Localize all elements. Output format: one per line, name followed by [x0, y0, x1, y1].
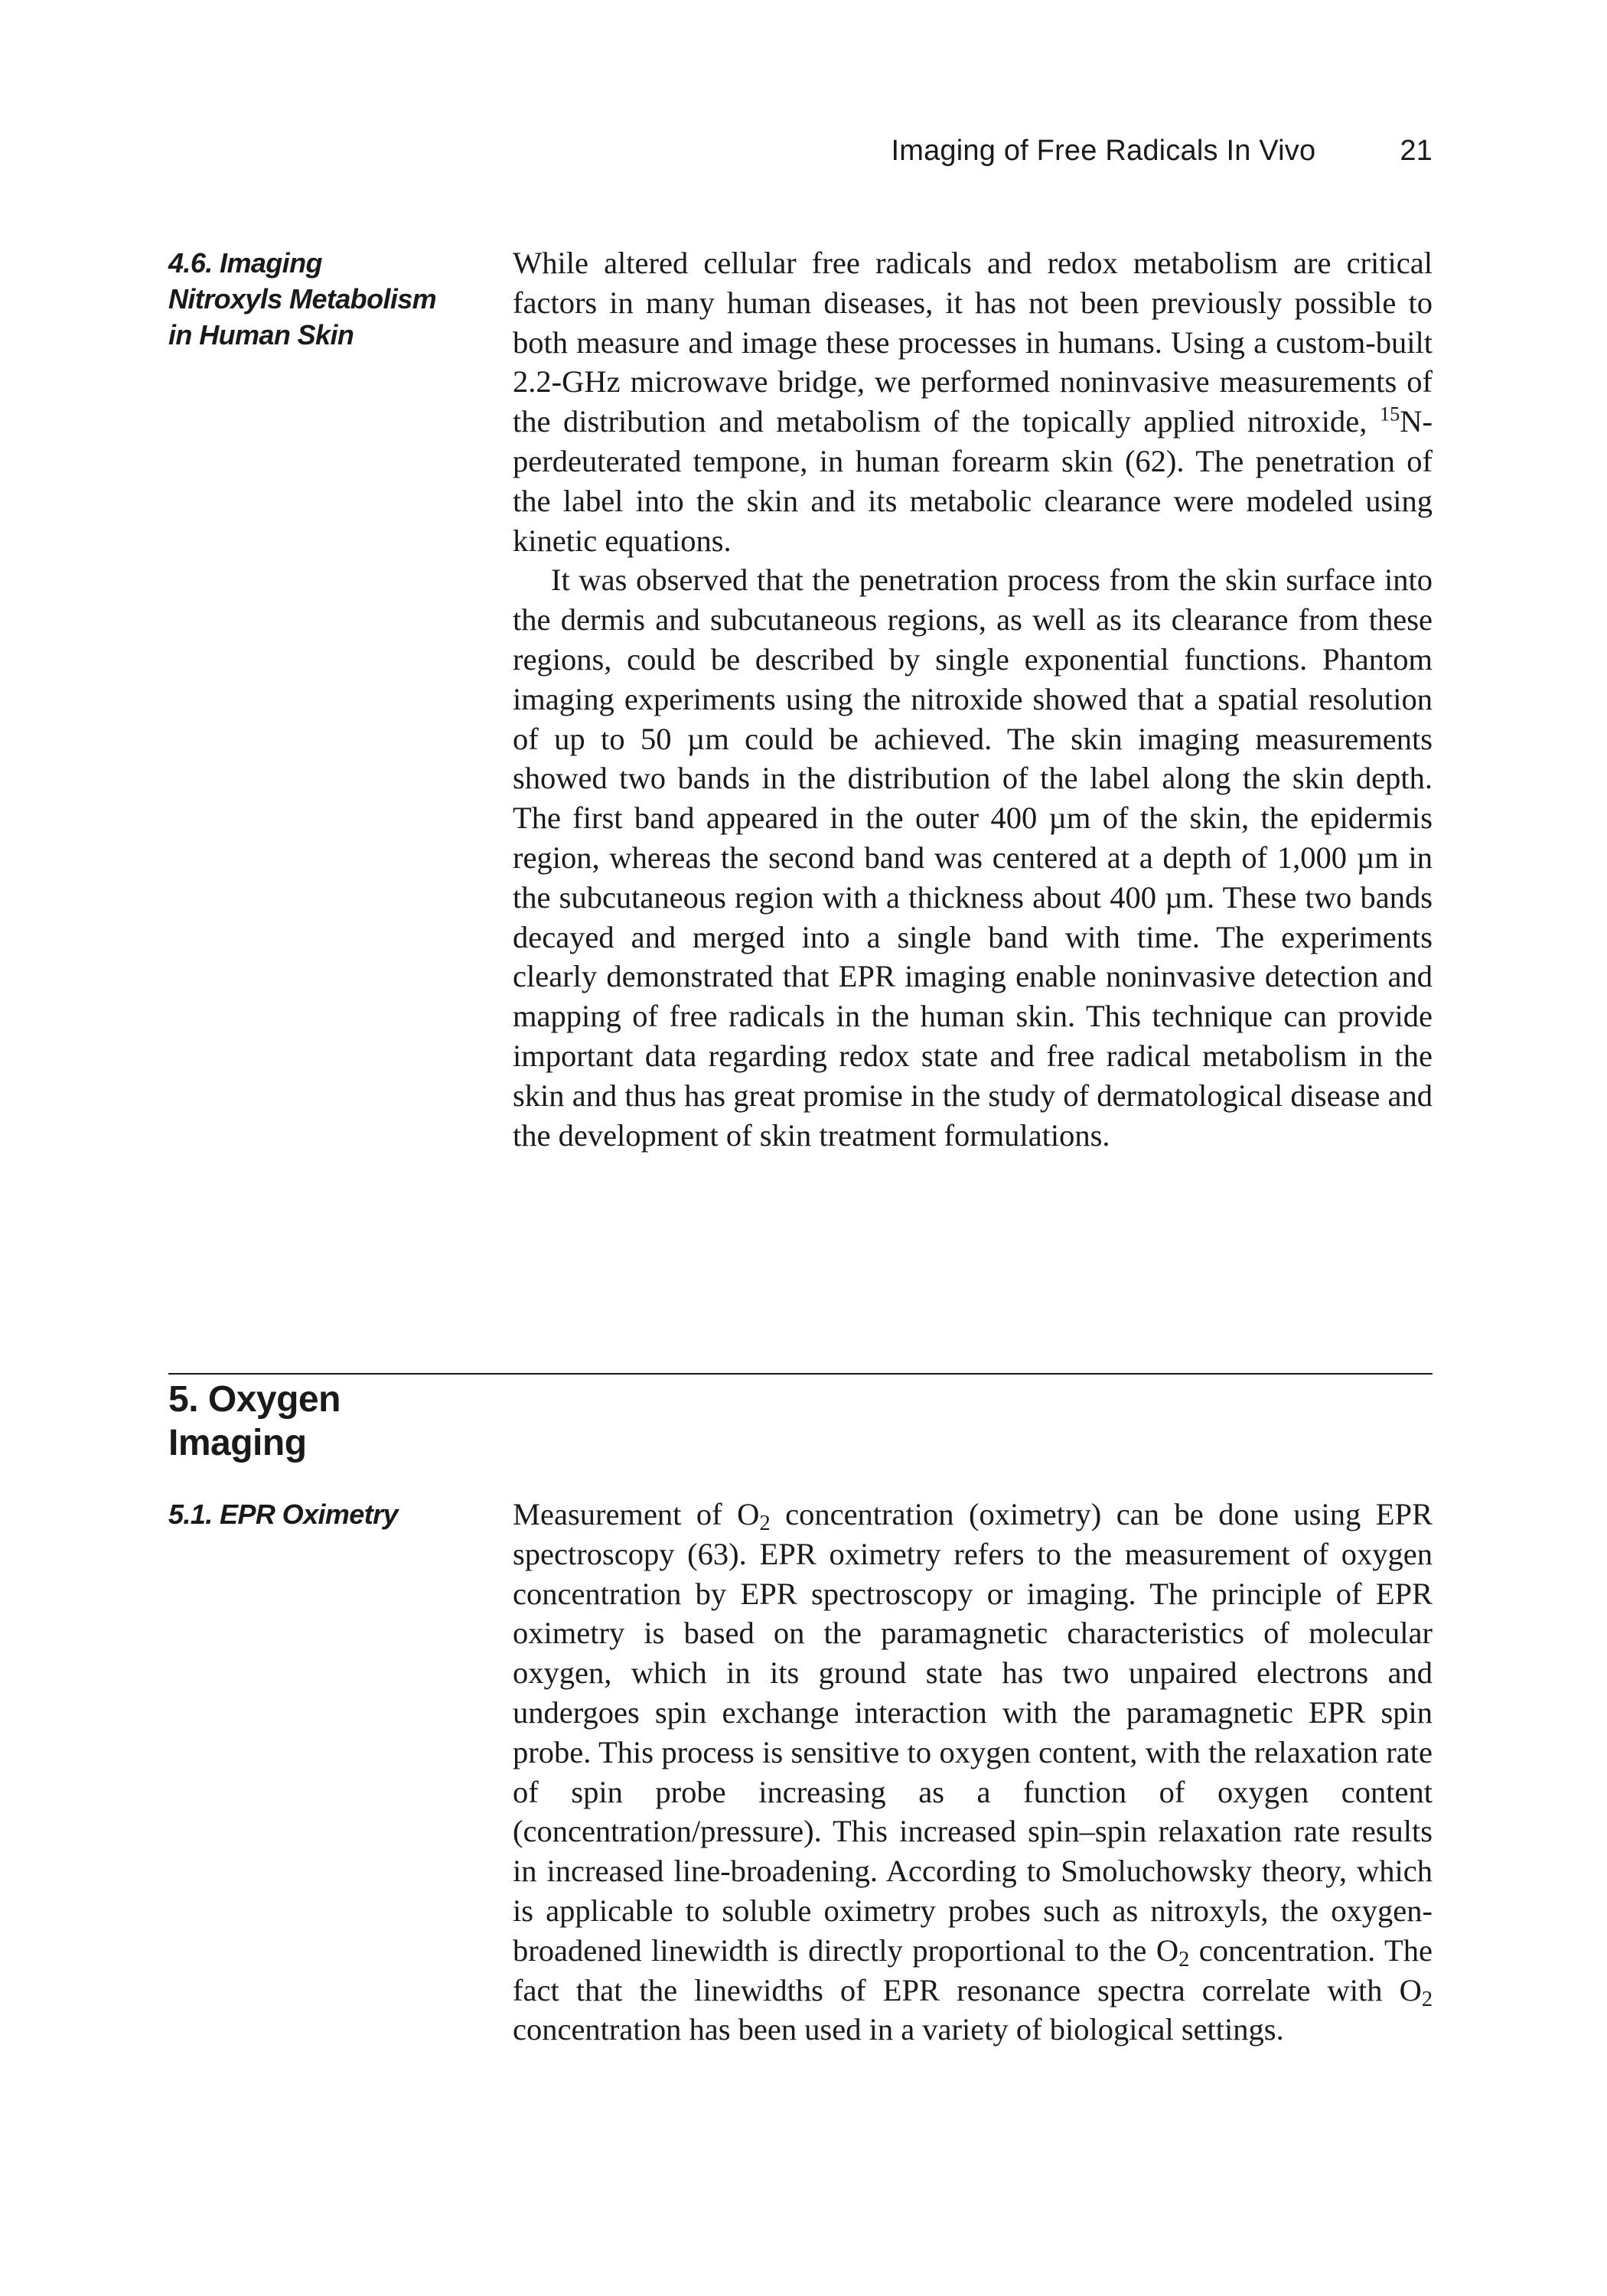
section-4-6-heading [168, 245, 459, 353]
section-4-6-heading-line: in Human Skin [168, 319, 354, 351]
text-run: concentration (oximetry) can be done using EPR spectroscopy (63). EPR oximetry refers to the measurement of oxygen concentration by EPR spectroscopy or imaging. The principle of EPR oximetry is based on the paramagnetic characteristics of molecular oxygen, which in its ground state has two unpaired electrons and undergoes spin exchange interaction with the paramagnetic EPR spin probe. This process is sensitive to oxygen content, with the relaxation rate of spin probe increasing as a function of oxygen content (concentration/pressure). This increased spin–spin relaxation rate results in increased line-broadening. According to Smoluchowsky theory, which is applicable to soluble oximetry probes such as nitroxyls, the oxygen-broadened linewidth is directly proportional to the O [513, 1497, 1433, 1968]
section-5-heading-line: Imaging [168, 1423, 307, 1463]
text-run: N-perdeuterated tempone, in human forearm skin (62). The penetration of the label into the skin and its metabolic clearance were modeled using kinetic equations. [513, 404, 1433, 558]
section-5-1-heading: 5.1. EPR Oximetry [168, 1499, 398, 1530]
paragraph: It was observed that the penetration process from the skin surface into the dermis and subcutaneous regions, as well as its clearance from these regions, could be described by single exponential functions. Phantom imaging experiments using the nitroxide showed that a spatial resolution of up to 50 µm could be achieved. The skin imaging measurements showed two bands in the distribution of the label along the skin depth. The first band appeared in the outer 400 µm of the skin, the epidermis region, whereas the second band was centered at a depth of 1,000 µm in the subcutaneous region with a thickness about 400 µm. These two bands decayed and merged into a single band with time. The experiments clearly demonstrated that EPR imaging enable noninvasive detection and mapping of free radicals in the human skin. This technique can provide important data regarding redox state and free radical metabolism in the skin and thus has great promise in the study of dermatological disease and the development of skin treatment formulations. [513, 563, 1433, 1153]
text-run: Measurement of O [513, 1497, 760, 1531]
section-5-heading-line: 5. Oxygen [168, 1379, 341, 1420]
text-run: concentration has been used in a variety of biological settings. [513, 2012, 1284, 2047]
subscript: 2 [1178, 1947, 1190, 1971]
running-title: Imaging of Free Radicals In Vivo [891, 135, 1316, 167]
subscript: 2 [759, 1512, 771, 1536]
text-run: While altered cellular free radicals and redox metabolism are critical factors in many human diseases, it has not been previously possible to both measure and image these processes in humans. Using a custom-built 2.2-GHz microwave bridge, we performed noninvasive measurements of the distribution and metabolism of the topically applied nitroxide, [513, 246, 1433, 439]
section-4-6-heading-line: 4.6. Imaging [168, 247, 322, 279]
section-4-6-body [513, 243, 1433, 1155]
section-5-1-body [513, 1495, 1433, 2050]
paragraph [513, 1495, 1433, 2050]
section-divider [168, 1373, 1433, 1375]
superscript: 15 [1379, 403, 1400, 426]
subscript: 2 [1421, 1987, 1433, 2011]
text-run: concentration. The fact that the linewidths of EPR resonance spectra correlate with O [513, 1932, 1433, 2007]
page-number: 21 [1400, 135, 1433, 167]
section-5-heading [168, 1378, 474, 1465]
paragraph [513, 243, 1433, 560]
running-head [891, 135, 1433, 168]
section-4-6-heading-line: Nitroxyls Metabolism [168, 283, 437, 315]
